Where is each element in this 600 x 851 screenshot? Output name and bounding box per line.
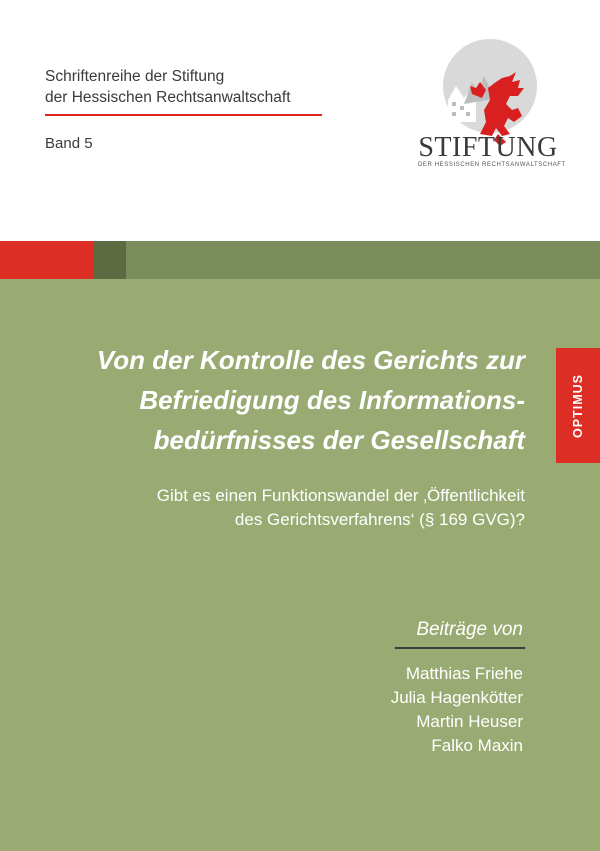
- contributor-name: Matthias Friehe: [405, 664, 523, 683]
- publisher-name: OPTIMUS: [571, 373, 585, 438]
- stripe-dark-olive: [94, 241, 126, 279]
- book-title-line-1: Von der Kontrolle des Gerichts zur: [96, 345, 525, 375]
- contributor-name: Julia Hagenkötter: [390, 688, 523, 707]
- book-subtitle-line-2: des Gerichtsverfahrens‘ (§ 169 GVG)?: [234, 510, 525, 529]
- publisher-tab: [556, 348, 600, 463]
- stripe-olive: [126, 241, 600, 279]
- contributors-list: [273, 662, 523, 758]
- contributors-divider: [395, 647, 525, 649]
- series-title-line-1: Schriftenreihe der Stiftung: [45, 68, 225, 85]
- series-divider: [45, 114, 322, 116]
- contributor-name: Martin Heuser: [416, 712, 523, 731]
- foundation-logo-subtitle: DER HESSISCHEN RECHTSANWALTSCHAFT: [418, 162, 566, 168]
- contributors-heading: Beiträge von: [416, 619, 523, 640]
- volume-number: Band 5: [45, 135, 93, 152]
- contributor-name: Falko Maxin: [431, 736, 523, 755]
- book-title-line-2: Befriedigung des Informations-: [139, 385, 525, 415]
- series-title: [45, 66, 325, 108]
- book-title-line-3: bedürfnisses der Gesellschaft: [153, 425, 525, 455]
- series-title-line-2: der Hessischen Rechtsanwaltschaft: [45, 89, 291, 106]
- book-subtitle-line-1: Gibt es einen Funktionswandel der ‚Öffentlichkeit: [156, 486, 525, 505]
- book-subtitle: [45, 484, 525, 532]
- foundation-logo-title: STIFTUNG: [418, 132, 558, 163]
- stripe-red: [0, 241, 94, 279]
- book-title: [65, 340, 525, 460]
